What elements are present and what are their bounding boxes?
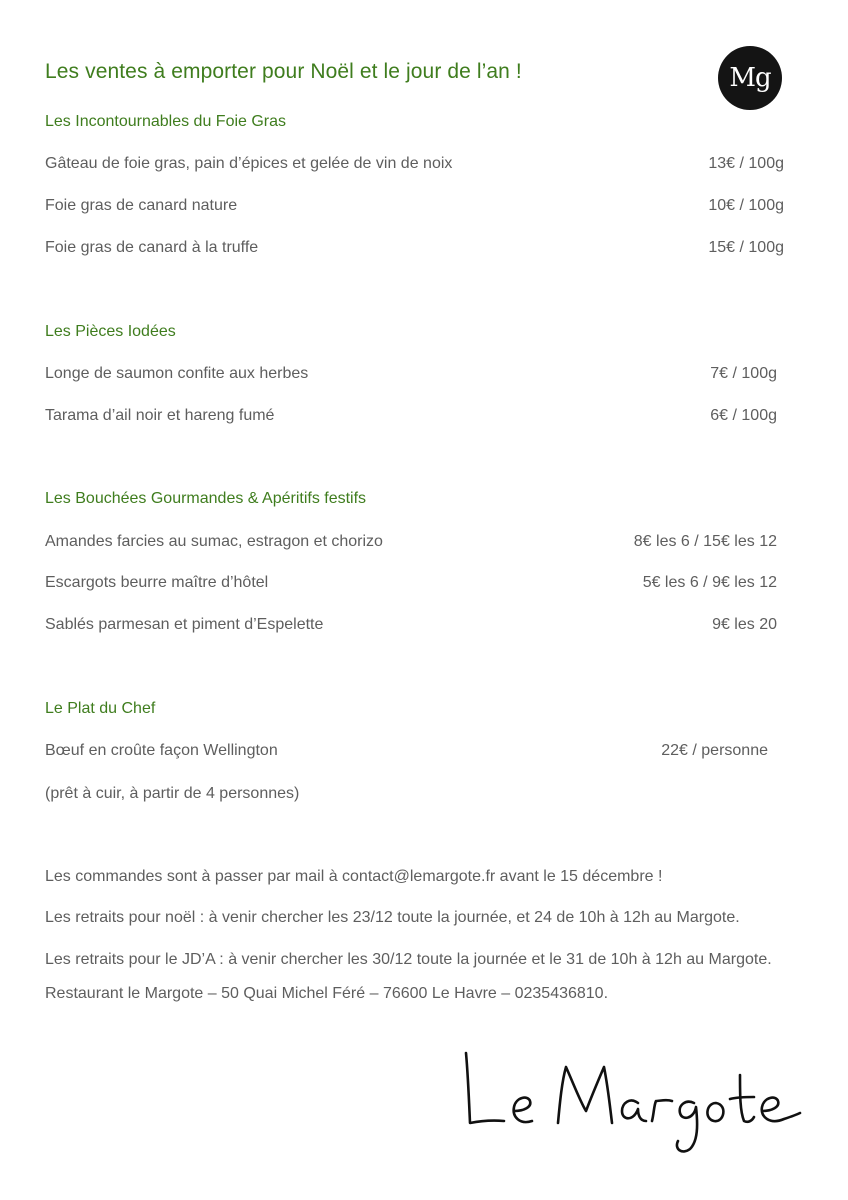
menu-item-price: 5€ les 6 / 9€ les 12 — [642, 574, 777, 591]
menu-item-price: 6€ / 100g — [710, 407, 777, 424]
section-title-bouchees: Les Bouchées Gourmandes & Apéritifs festifs — [45, 490, 367, 507]
handwritten-signature — [458, 1045, 818, 1165]
menu-item-name: Foie gras de canard nature — [45, 197, 238, 214]
menu-item-name: Gâteau de foie gras, pain d’épices et gelée de vin de noix — [45, 155, 453, 172]
menu-item-name: Foie gras de canard à la truffe — [45, 239, 259, 256]
menu-item-name: Sablés parmesan et piment d’Espelette — [45, 616, 324, 633]
pickup-noel-info: Les retraits pour noël : à venir chercher les 23/12 toute la journée, et 24 de 10h à 12h au Margote. — [45, 909, 740, 926]
page-title: Les ventes à emporter pour Noël et le jour de l’an ! — [45, 60, 522, 83]
menu-item-name: Tarama d’ail noir et hareng fumé — [45, 407, 275, 424]
menu-item-name: Escargots beurre maître d’hôtel — [45, 574, 269, 591]
menu-item-price: 9€ les 20 — [712, 616, 777, 633]
menu-item-note: (prêt à cuir, à partir de 4 personnes) — [45, 785, 300, 802]
menu-item-name: Bœuf en croûte façon Wellington — [45, 742, 278, 759]
menu-item-price: 22€ / personne — [661, 742, 768, 759]
menu-item-name: Amandes farcies au sumac, estragon et chorizo — [45, 533, 383, 550]
menu-item-price: 13€ / 100g — [708, 155, 784, 172]
menu-item-price: 10€ / 100g — [708, 197, 784, 214]
section-title-pieces-iodees: Les Pièces Iodées — [45, 323, 176, 340]
menu-item-price: 15€ / 100g — [708, 239, 784, 256]
orders-info: Les commandes sont à passer par mail à contact@lemargote.fr avant le 15 décembre ! — [45, 868, 663, 885]
restaurant-logo: Mg — [718, 46, 782, 110]
pickup-jda-info: Les retraits pour le JD’A : à venir chercher les 30/12 toute la journée et le 31 de 10h à 12h au Margote. — [45, 951, 772, 968]
menu-item-name: Longe de saumon confite aux herbes — [45, 365, 309, 382]
section-title-plat-du-chef: Le Plat du Chef — [45, 700, 156, 717]
section-title-foie-gras: Les Incontournables du Foie Gras — [45, 113, 287, 130]
restaurant-address: Restaurant le Margote – 50 Quai Michel Féré – 76600 Le Havre – 0235436810. — [45, 985, 609, 1002]
menu-item-price: 8€ les 6 / 15€ les 12 — [633, 533, 777, 550]
menu-item-price: 7€ / 100g — [710, 365, 777, 382]
